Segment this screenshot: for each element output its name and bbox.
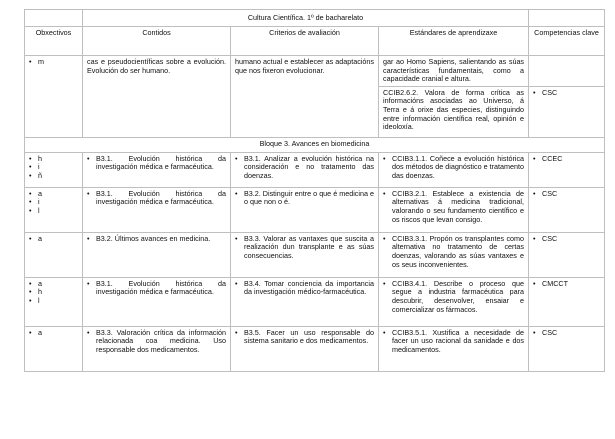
- bullet-glyph: •: [533, 153, 536, 163]
- competence-item: [533, 155, 600, 164]
- standard-cell: CCIB2.6.2. Valora de forma crítica as informacións asociadas ao Universo, á Terra e á orixe das especies, distinguindo entre información científica real, opinión e ideoloxía.: [379, 86, 529, 137]
- bullet-glyph: •: [533, 327, 536, 337]
- objective-code: i: [38, 162, 40, 172]
- table-row: [25, 277, 605, 326]
- objective-code: a: [38, 233, 42, 243]
- criterion-text: B3.4. Tomar conciencia da importancia da investigación médico-farmacéutica.: [244, 278, 374, 297]
- competence-cell: [529, 326, 605, 371]
- objectives-cell: [25, 152, 83, 187]
- content-text: B3.1. Evolución histórica da investigación médica e farmacéutica.: [96, 278, 226, 297]
- competence-cell: [529, 86, 605, 137]
- content-item: [87, 329, 226, 355]
- block-title: Bloque 3. Avances en biomedicina: [25, 137, 605, 152]
- content-item: [87, 155, 226, 172]
- criterion-cell: [231, 232, 379, 277]
- header-competences: Competencias clave: [529, 27, 605, 56]
- bullet-glyph: •: [87, 153, 90, 163]
- header-objectives: Obxectivos: [25, 27, 83, 56]
- objective-code: ñ: [38, 170, 42, 180]
- bullet-glyph: •: [29, 197, 32, 207]
- bullet-glyph: •: [29, 162, 32, 172]
- criterion-text: B3.1. Analizar a evolución histórica na consideración e no tratamento das doenzas.: [244, 153, 374, 180]
- content-text: B3.2. Últimos avances en medicina.: [96, 233, 211, 243]
- criterion-item: [235, 155, 374, 181]
- content-cell: [83, 152, 231, 187]
- content-item: [87, 235, 226, 244]
- bullet-glyph: •: [29, 153, 32, 163]
- criterion-cell: humano actual e establecer as adaptacións que nos fixeron evolucionar.: [231, 56, 379, 138]
- criterion-cell: [231, 152, 379, 187]
- standard-cell: [379, 152, 529, 187]
- objective-item: [29, 198, 78, 207]
- objectives-cell: [25, 187, 83, 232]
- criterion-text: B3.5. Facer un uso responsable do sistema sanitario e dos medicamentos.: [244, 327, 374, 346]
- standard-cell: gar ao Homo Sapiens, salientando as súas características fundamentais, como a capacidade cranial e altura.: [379, 56, 529, 87]
- content-cell: [83, 232, 231, 277]
- header-contents: Contidos: [83, 27, 231, 56]
- bullet-glyph: •: [87, 188, 90, 198]
- standard-item: [383, 235, 524, 269]
- standard-item: [383, 190, 524, 224]
- objective-code: m: [38, 57, 44, 66]
- bullet-glyph: •: [533, 233, 536, 243]
- bullet-glyph: •: [235, 188, 238, 198]
- competence-code: CSC: [542, 87, 558, 97]
- bullet-glyph: •: [29, 205, 32, 215]
- objective-item: [29, 207, 78, 216]
- objective-code: a: [38, 278, 42, 288]
- objectives-cell: [25, 277, 83, 326]
- table-row: [25, 232, 605, 277]
- competence-item: [533, 235, 600, 244]
- criterion-text: B3.3. Valorar as vantaxes que suscita a realización dun transplante e as súas consecuencias.: [244, 233, 374, 260]
- bullet-glyph: •: [87, 233, 90, 243]
- standard-item: [383, 280, 524, 314]
- standard-item: [383, 155, 524, 181]
- competence-item: [533, 280, 600, 289]
- objective-code: i: [38, 197, 40, 207]
- competence-text: CSC: [542, 188, 558, 198]
- objective-item: [29, 163, 78, 172]
- content-text: B3.3. Valoración crítica da información relacionada coa medicina. Uso responsable dos medicamentos.: [96, 327, 226, 354]
- standard-cell: [379, 277, 529, 326]
- bullet-glyph: •: [29, 278, 32, 288]
- objective-code: h: [38, 153, 42, 163]
- bullet-glyph: •: [235, 153, 238, 163]
- objective-code: l: [38, 205, 40, 215]
- content-cell: [83, 326, 231, 371]
- criterion-cell: [231, 326, 379, 371]
- objective-code: a: [38, 188, 42, 198]
- competence-cell: [529, 187, 605, 232]
- objective-item: [29, 329, 78, 338]
- bullet-glyph: •: [533, 87, 536, 97]
- bullet-glyph: •: [235, 278, 238, 288]
- competence-cell: [529, 232, 605, 277]
- header-row: [25, 27, 605, 56]
- objective-code: a: [38, 327, 42, 337]
- table-title-row: [25, 10, 605, 27]
- bullet-glyph: •: [29, 295, 32, 305]
- competence-text: CSC: [542, 233, 558, 243]
- content-text: B3.1. Evolución histórica da investigación médica e farmacéutica.: [96, 153, 226, 172]
- bullet-glyph: •: [87, 327, 90, 337]
- criterion-cell: [231, 187, 379, 232]
- objective-item: [29, 190, 78, 199]
- criterion-item: [235, 235, 374, 261]
- content-item: [87, 280, 226, 297]
- content-cell: [83, 277, 231, 326]
- objective-item: [29, 155, 78, 164]
- title-spacer-cell: [529, 10, 605, 27]
- objective-item: [29, 297, 78, 306]
- bullet-glyph: •: [29, 233, 32, 243]
- competence-cell: [529, 152, 605, 187]
- standard-item: [383, 329, 524, 355]
- bullet-glyph: •: [533, 278, 536, 288]
- bullet-glyph: •: [383, 233, 386, 243]
- table-row: [25, 56, 605, 87]
- criterion-item: [235, 190, 374, 207]
- content-text: B3.1. Evolución histórica da investigación médica e farmacéutica.: [96, 188, 226, 207]
- standard-cell: [379, 187, 529, 232]
- header-standards: Estándares de aprendizaxe: [379, 27, 529, 56]
- objective-item: [29, 235, 78, 244]
- title-spacer-cell: [25, 10, 83, 27]
- competence-item: [533, 329, 600, 338]
- bullet-glyph: •: [87, 278, 90, 288]
- standard-text: CCIB3.5.1. Xustifica a necesidade de facer un uso racional da sanidade e dos medicamentos.: [392, 327, 525, 354]
- objectives-cell: [25, 326, 83, 371]
- content-cell: cas e pseudocientíficas sobre a evolución. Evolución do ser humano.: [83, 56, 231, 138]
- bullet-glyph: •: [29, 327, 32, 337]
- block-rows: [25, 152, 605, 371]
- standard-cell: [379, 326, 529, 371]
- competence-item: [533, 89, 600, 98]
- table-row: [25, 326, 605, 371]
- bullet-glyph: •: [533, 188, 536, 198]
- objective-code: l: [38, 295, 40, 305]
- content-item: [87, 190, 226, 207]
- competence-cell: [529, 56, 605, 87]
- standard-text: CCIB3.1.1. Coñece a evolución histórica dos métodos de diagnóstico e tratamento das doenzas.: [392, 153, 525, 180]
- objective-item: [29, 288, 78, 297]
- curriculum-table: [24, 9, 605, 372]
- bullet-glyph: •: [383, 278, 386, 288]
- competence-item: [533, 190, 600, 199]
- objective-item: [29, 280, 78, 289]
- objectives-cell: [25, 232, 83, 277]
- criterion-cell: [231, 277, 379, 326]
- content-cell: [83, 187, 231, 232]
- competence-text: CCEC: [542, 153, 563, 163]
- table-title: Cultura Científica. 1º de bacharelato: [83, 10, 529, 27]
- objective-code: h: [38, 287, 42, 297]
- table-row: [25, 152, 605, 187]
- standard-text: CCIB3.4.1. Describe o proceso que segue a industria farmacéutica para descubrir, desenvolver, ensaiar e comercializar os fármacos.: [392, 278, 525, 314]
- objective-item: [29, 58, 78, 67]
- objective-item: [29, 172, 78, 181]
- criterion-item: [235, 329, 374, 346]
- header-criteria: Criterios de avaliación: [231, 27, 379, 56]
- bullet-glyph: •: [29, 57, 32, 66]
- block-title-row: [25, 137, 605, 152]
- bullet-glyph: •: [29, 170, 32, 180]
- bullet-glyph: •: [383, 188, 386, 198]
- bullet-glyph: •: [29, 287, 32, 297]
- bullet-glyph: •: [383, 153, 386, 163]
- standard-text: CCIB3.3.1. Propón os transplantes como alternativa no tratamento de certas doenzas, valorando as súas vantaxes e os seus inconvenientes.: [392, 233, 525, 269]
- bullet-glyph: •: [29, 188, 32, 198]
- table-row: [25, 187, 605, 232]
- standard-text: CCIB3.2.1. Establece a existencia de alternativas á medicina tradicional, valorando o seu fundamento científico e os riscos que levan consigo.: [392, 188, 525, 224]
- objectives-cell: [25, 56, 83, 138]
- competence-text: CMCCT: [542, 278, 568, 288]
- criterion-text: B3.2. Distinguir entre o que é medicina e o que non o é.: [244, 188, 374, 207]
- competence-cell: [529, 277, 605, 326]
- bullet-glyph: •: [383, 327, 386, 337]
- bullet-glyph: •: [235, 327, 238, 337]
- criterion-item: [235, 280, 374, 297]
- standard-cell: [379, 232, 529, 277]
- competence-text: CSC: [542, 327, 558, 337]
- bullet-glyph: •: [235, 233, 238, 243]
